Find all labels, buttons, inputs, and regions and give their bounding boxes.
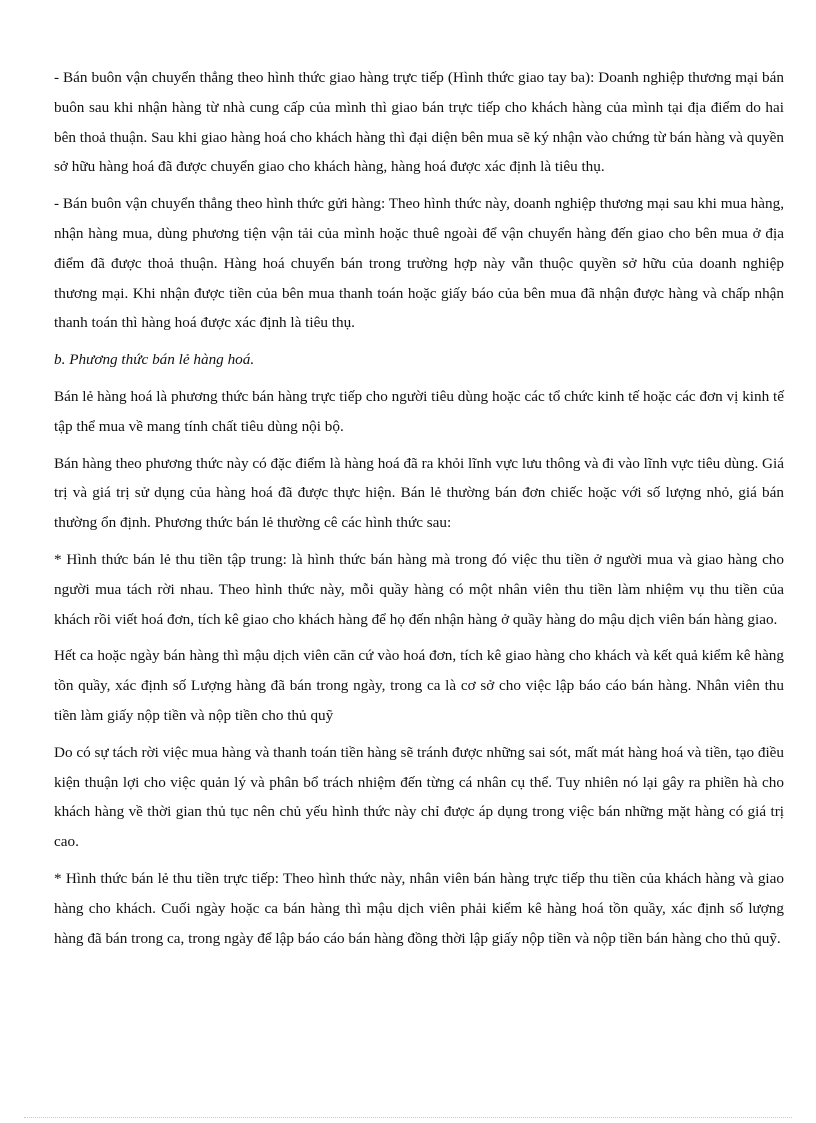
paragraph-direct-payment: * Hình thức bán lẻ thu tiền trực tiếp: Theo hình thức này, nhân viên bán hàng trực tiếp thu tiền của khách hàng và giao hàng cho khách. Cuối ngày hoặc ca bán hàng thì mậu dịch viên phải kiểm kê hàng hoá tồn quầy, xác định số lượng hàng đã bán trong ca, trong ngày để lập báo cáo bán hàng đồng thời lập giấy nộp tiền và nộp tiền bán hàng cho thủ quỹ. bbox=[54, 869, 784, 947]
paragraph-shipping-delivery: - Bán buôn vận chuyển thẳng theo hình thức gửi hàng: Theo hình thức này, doanh nghiệp thương mại sau khi mua hàng, nhận hàng mua, dùng phương tiện vận tải của mình hoặc thuê ngoài để vận chuyển hàng đến giao cho bên mua ở địa điểm đã được thoả thuận. Hàng hoá chuyển bán trong trường hợp này vẫn thuộc quyền sở hữu của doanh nghiệp thương mại. Khi nhận được tiền của bên mua thanh toán hoặc giấy báo của bên mua đã nhận được hàng và chấp nhận thanh toán thì hàng hoá được xác định là tiêu thụ. bbox=[54, 195, 784, 332]
paragraph-direct-delivery: - Bán buôn vận chuyển thẳng theo hình thức giao hàng trực tiếp (Hình thức giao tay ba): Doanh nghiệp thương mại bán buôn sau khi nhận hàng từ nhà cung cấp của mình thì giao bán trực tiếp cho khách hàng của mình tại địa điểm do hai bên thoả thuận. Sau khi giao hàng hoá cho khách hàng thì đại diện bên mua sẽ ký nhận vào chứng từ bán hàng và quyền sở hữu hàng hoá đã được chuyển giao cho khách hàng, hàng hoá được xác định là tiêu thụ. bbox=[54, 69, 784, 176]
section-heading-retail: b. Phương thức bán lẻ hàng hoá. bbox=[54, 351, 255, 369]
document-page bbox=[54, 63, 784, 960]
paragraph-end-of-shift: Hết ca hoặc ngày bán hàng thì mậu dịch viên căn cứ vào hoá đơn, tích kê giao hàng cho khách và kết quả kiểm kê hàng tồn quầy, xác định số Lượng hàng đã bán trong ngày, trong ca là cơ sở cho việc lập báo cáo bán hàng. Nhân viên thu tiền làm giấy nộp tiền và nộp tiền cho thủ quỹ bbox=[54, 647, 784, 724]
page-bottom-divider bbox=[24, 1117, 792, 1118]
paragraph-centralized-payment: * Hình thức bán lẻ thu tiền tập trung: là hình thức bán hàng mà trong đó việc thu tiền ở người mua và giao hàng cho người mua tách rời nhau. Theo hình thức này, mỗi quầy hàng có một nhân viên thu tiền làm nhiệm vụ thu tiền của khách rồi viết hoá đơn, tích kê giao cho khách hàng để họ đến nhận hàng ở quầy hàng do mậu dịch viên bán hàng giao. bbox=[54, 550, 784, 628]
paragraph-retail-characteristics: Bán hàng theo phương thức này có đặc điểm là hàng hoá đã ra khỏi lĩnh vực lưu thông và đi vào lĩnh vực tiêu dùng. Giá trị và giá trị sử dụng của hàng hoá đã được thực hiện. Bán lẻ thường bán đơn chiếc hoặc với số lượng nhỏ, giá bán thường ổn định. Phương thức bán lẻ thường cê các hình thức sau: bbox=[54, 454, 784, 532]
paragraph-retail-definition: Bán lẻ hàng hoá là phương thức bán hàng trực tiếp cho người tiêu dùng hoặc các tổ chức kinh tế hoặc các đơn vị kinh tế tập thể mua về mang tính chất tiêu dùng nội bộ. bbox=[54, 387, 784, 435]
paragraph-advantages: Do có sự tách rời việc mua hàng và thanh toán tiền hàng sẽ tránh được những sai sót, mất mát hàng hoá và tiền, tạo điều kiện thuận lợi cho việc quản lý và phân bổ trách nhiệm đến từng cá nhân cụ thể. Tuy nhiên nó lại gây ra phiền hà cho khách hàng về thời gian thủ tục nên chủ yếu hình thức này chỉ được áp dụng trong việc bán những mặt hàng có giá trị cao. bbox=[54, 743, 784, 851]
